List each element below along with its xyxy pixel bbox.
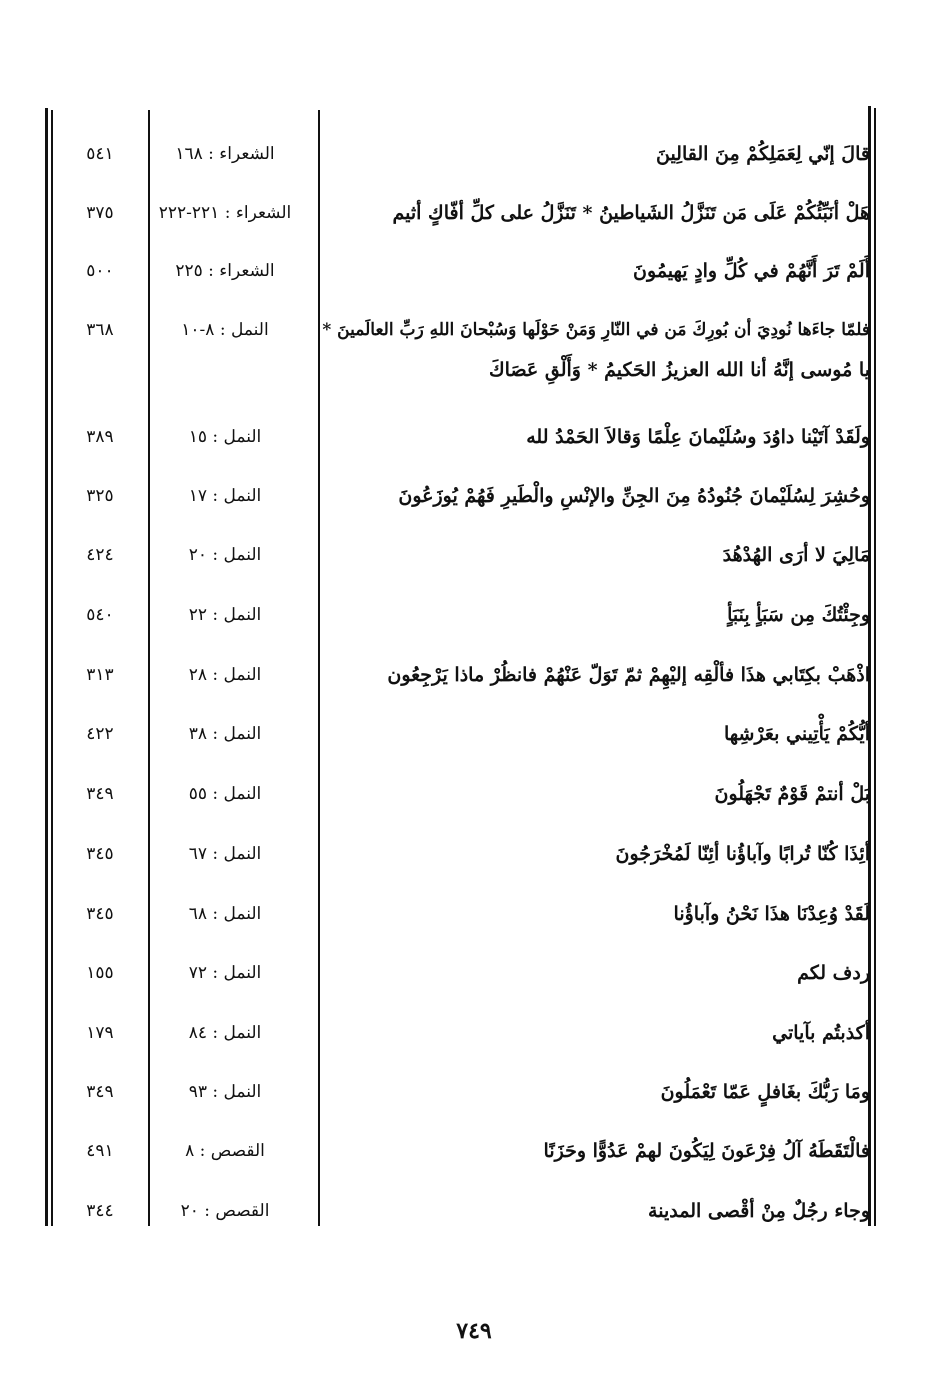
index-row	[60, 241, 880, 301]
index-row	[60, 645, 880, 705]
index-row	[60, 525, 880, 585]
surah-reference: النمل : ٥٥	[188, 784, 262, 804]
index-row	[60, 824, 880, 884]
page-reference: ١٥٥	[86, 963, 114, 983]
surah-reference: النمل : ٢٨	[188, 665, 262, 685]
page-reference: ٥٤٠	[86, 605, 114, 625]
index-row	[60, 704, 880, 764]
page-reference: ٣٤٩	[86, 1082, 114, 1102]
index-row	[60, 1121, 880, 1181]
verse-text: ومَا رَبُّكَ بغَافلٍ عَمّا تَعْمَلُونَ	[660, 1081, 870, 1103]
index-row	[60, 407, 880, 467]
left-border-line	[45, 108, 48, 1226]
verse-text: بَلْ أنتمْ قَوْمٌ تَجْهَلُونَ	[714, 783, 870, 805]
index-row	[60, 183, 880, 243]
surah-reference: النمل : ٢٢	[188, 605, 262, 625]
verse-text: أَلَمْ تَرَ أَنَّهُمْ في كُلِّ وادٍ يَهيمُونَ	[633, 260, 870, 282]
page-reference: ٣٤٥	[86, 844, 114, 864]
index-row	[60, 884, 880, 944]
page-reference: ٣٧٥	[86, 203, 114, 223]
page-reference: ٥٤١	[86, 144, 114, 164]
verse-text: لَقَدْ وُعِدْنَا هذَا نَحْنُ وآباؤُنا	[673, 903, 870, 925]
page-reference: ٤٢٢	[86, 724, 114, 744]
verse-text: قالَ إنّي لِعَمَلِكُمْ مِنَ القالِينَ	[655, 143, 870, 165]
page-reference: ٥٠٠	[86, 261, 114, 281]
page-reference: ٤٢٤	[86, 545, 114, 565]
verse-text: أيُّكُمْ يَأْتِيني بعَرْشِها	[723, 723, 870, 745]
verse-text: فلمّا جاءَها نُودِيَ أن بُورِكَ مَن في النّارِ وَمَنْ حَوْلَها وَسُبْحانَ اللهِ رَبِّ العالَمينَ *	[322, 320, 870, 340]
surah-reference: النمل : ٦٧	[188, 844, 262, 864]
page-reference: ٣٤٤	[86, 1201, 114, 1221]
page-reference: ٣٢٥	[86, 486, 114, 506]
surah-reference: النمل : ٨-١٠	[181, 320, 269, 340]
surah-reference: القصص : ٨	[185, 1141, 265, 1161]
page-reference: ٣١٣	[86, 665, 114, 685]
surah-reference: النمل : ٣٨	[188, 724, 262, 744]
page-number: ٧٤٩	[456, 1318, 492, 1344]
index-row	[60, 585, 880, 645]
index-row	[60, 943, 880, 1003]
page-reference: ٣٦٨	[86, 320, 114, 340]
verse-text: ردف لكم	[797, 962, 870, 984]
surah-reference: النمل : ١٧	[188, 486, 262, 506]
index-row	[60, 764, 880, 824]
page-reference: ١٧٩	[86, 1023, 114, 1043]
index-row	[60, 1003, 880, 1063]
index-row	[60, 124, 880, 184]
verse-text: وحُشِرَ لِسُلَيْمانَ جُنُودُهُ مِنَ الجِنِّ والإنْسِ والْطَيرِ فَهُمْ يُوزَعُونَ	[398, 485, 870, 507]
verse-text: وجِئْتُكَ مِن سَبَأٍ بِنَبَأٍ	[727, 604, 870, 626]
surah-reference: النمل : ٧٢	[188, 963, 262, 983]
verse-text: ولَقَدْ آتَيْنا داوُدَ وسُلَيْمانَ عِلْمًا وَقالاَ الحَمْدُ لله	[526, 426, 870, 448]
verse-text-continuation: يا مُوسى إنَّهُ أنا الله العزيزُ الحَكيمُ * وَأَلْقِ عَصَاكَ	[489, 359, 870, 381]
verse-text: اذْهَبْ بكِتَابي هذَا فألْقِه إليْهِمْ ثمّ تَوَلّ عَنْهُمْ فانظُرْ ماذا يَرْجِعُون	[387, 664, 870, 686]
surah-reference: الشعراء : ٢٢٥	[175, 261, 275, 281]
surah-reference: الشعراء : ١٦٨	[175, 144, 275, 164]
page-reference: ٣٨٩	[86, 427, 114, 447]
verse-text: وجاء رجُلٌ مِنْ أقْصى المدينة	[648, 1200, 870, 1222]
left-border-line-inner	[51, 110, 53, 1226]
index-row	[60, 300, 880, 381]
surah-reference: النمل : ١٥	[188, 427, 262, 447]
surah-reference: النمل : ٩٣	[188, 1082, 262, 1102]
surah-reference: القصص : ٢٠	[180, 1201, 270, 1221]
surah-reference: النمل : ٨٤	[188, 1023, 262, 1043]
verse-text: هَلْ أنَبِّئُكُمْ عَلَى مَن تَنَزَّلُ الشَياطينُ * تَنَزَّلُ على كلِّ أفّاكٍ أثيم	[392, 202, 870, 224]
page-reference: ٤٩١	[86, 1141, 114, 1161]
verse-text: أئِذَا كُنّا تُرابًا وآباؤُنا أئِنّا لَمُخْرَجُونَ	[615, 843, 870, 865]
page-reference: ٣٤٩	[86, 784, 114, 804]
index-row	[60, 466, 880, 526]
surah-reference: الشعراء : ٢٢١-٢٢٢	[158, 203, 292, 223]
index-row	[60, 1062, 880, 1122]
page-reference: ٣٤٥	[86, 904, 114, 924]
surah-reference: النمل : ٦٨	[188, 904, 262, 924]
verse-text: فالْتَقَطَهُ آلُ فِرْعَونَ لِيَكُونَ لهمْ عَدُوًّا وحَزَنًا	[543, 1140, 870, 1162]
verse-text: أكذبتُم بآياتي	[772, 1022, 870, 1044]
index-row	[60, 1181, 880, 1241]
surah-reference: النمل : ٢٠	[188, 545, 262, 565]
verse-text: مَالِيَ لا أرَى الهُدْهُدَ	[722, 544, 870, 566]
